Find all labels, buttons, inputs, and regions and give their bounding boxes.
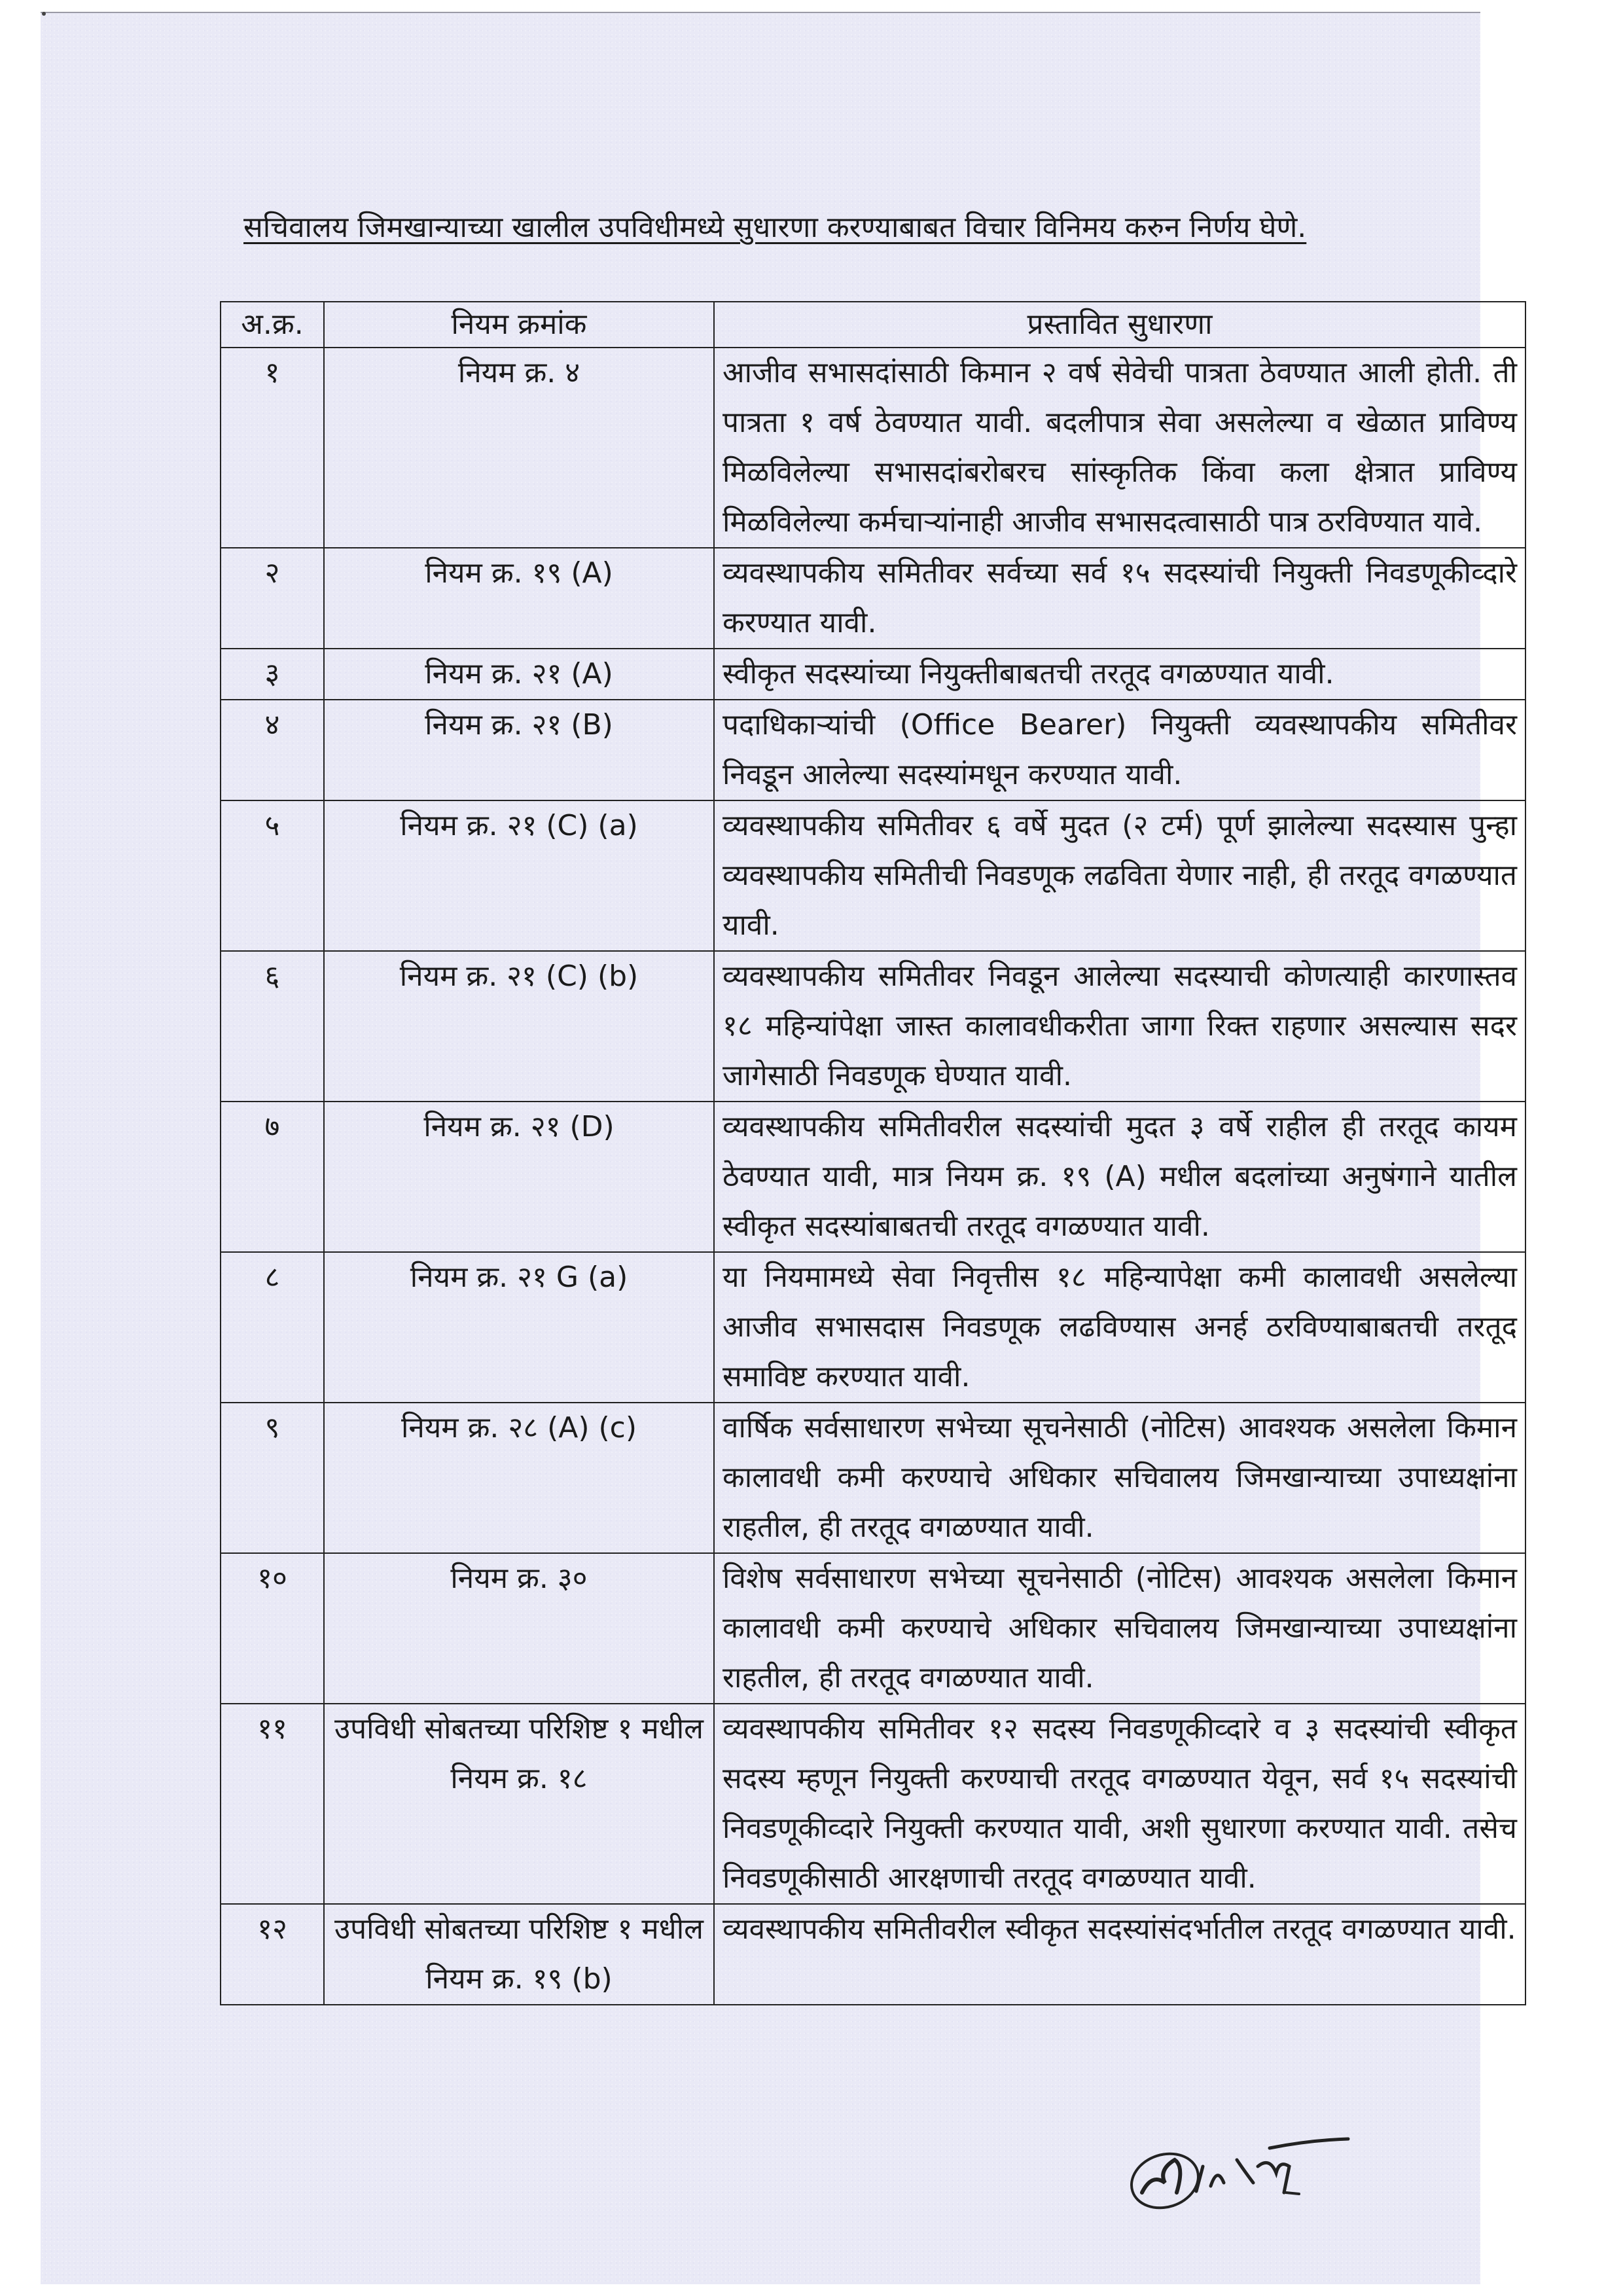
cell-serial: १२ (221, 1904, 324, 2005)
cell-serial: २ (221, 548, 324, 649)
cell-serial: ८ (221, 1252, 324, 1403)
table-header-row (221, 302, 1525, 348)
cell-rule: नियम क्र. ३० (324, 1553, 714, 1704)
table-row (221, 1403, 1525, 1553)
cell-rule: उपविधी सोबतच्या परिशिष्ट १ मधील नियम क्र. १९ (b) (324, 1904, 714, 2005)
cell-amendment: व्यवस्थापकीय समितीवरील सदस्यांची मुदत ३ वर्षे राहील ही तरतूद कायम ठेवण्यात यावी, मात्र नियम क्र. १९ (A) मधील बदलांच्या अनुषंगाने यातील स्वीकृत सदस्यांबाबतची तरतूद वगळण्यात यावी. (714, 1102, 1525, 1252)
cell-rule: नियम क्र. २१ G (a) (324, 1252, 714, 1403)
table-row (221, 1904, 1525, 2005)
table-row (221, 800, 1525, 951)
cell-serial: १० (221, 1553, 324, 1704)
header-proposed-amendment: प्रस्तावित सुधारणा (714, 302, 1525, 348)
cell-amendment: वार्षिक सर्वसाधारण सभेच्या सूचनेसाठी (नोटिस) आवश्यक असलेला किमान कालावधी कमी करण्याचे अधिकार सचिवालय जिमखान्याच्या उपाध्यक्षांना राहतील, ही तरतूद वगळण्यात यावी. (714, 1403, 1525, 1553)
cell-rule: नियम क्र. २१ (D) (324, 1102, 714, 1252)
cell-amendment: विशेष सर्वसाधारण सभेच्या सूचनेसाठी (नोटिस) आवश्यक असलेला किमान कालावधी कमी करण्याचे अधिकार सचिवालय जिमखान्याच्या उपाध्यक्षांना राहतील, ही तरतूद वगळण्यात यावी. (714, 1553, 1525, 1704)
table-row (221, 1102, 1525, 1252)
table-row (221, 1252, 1525, 1403)
cell-serial: ३ (221, 649, 324, 700)
table-row (221, 348, 1525, 548)
cell-amendment: व्यवस्थापकीय समितीवर १२ सदस्य निवडणूकीव्दारे व ३ सदस्यांची स्वीकृत सदस्य म्हणून नियुक्ती करण्याची तरतूद वगळण्यात येवून, सर्व १५ सदस्यांची निवडणूकीव्दारे नियुक्ती करण्यात यावी, अशी सुधारणा करण्यात यावी. तसेच निवडणूकीसाठी आरक्षणाची तरतूद वगळण्यात यावी. (714, 1704, 1525, 1904)
cell-rule: नियम क्र. २१ (C) (b) (324, 951, 714, 1102)
cell-serial: ९ (221, 1403, 324, 1553)
header-rule-number: नियम क्रमांक (324, 302, 714, 348)
table-row (221, 1704, 1525, 1904)
table-row (221, 548, 1525, 649)
cell-rule: नियम क्र. १९ (A) (324, 548, 714, 649)
cell-amendment: व्यवस्थापकीय समितीवर ६ वर्षे मुदत (२ टर्म) पूर्ण झालेल्या सदस्यास पुन्हा व्यवस्थापकीय समितीची निवडणूक लढविता येणार नाही, ही तरतूद वगळण्यात यावी. (714, 800, 1525, 951)
cell-amendment: व्यवस्थापकीय समितीवर निवडून आलेल्या सदस्याची कोणत्याही कारणास्तव १८ महिन्यांपेक्षा जास्त कालावधीकरीता जागा रिक्त राहणार असल्यास सदर जागेसाठी निवडणूक घेण्यात यावी. (714, 951, 1525, 1102)
cell-rule: नियम क्र. २१ (B) (324, 700, 714, 800)
cell-rule: नियम क्र. २१ (C) (a) (324, 800, 714, 951)
table-row (221, 700, 1525, 800)
signature-icon (1113, 2121, 1387, 2212)
cell-serial: ४ (221, 700, 324, 800)
cell-amendment: आजीव सभासदांसाठी किमान २ वर्ष सेवेची पात्रता ठेवण्यात आली होती. ती पात्रता १ वर्ष ठेवण्यात यावी. बदलीपात्र सेवा असलेल्या व खेळात प्राविण्य मिळविलेल्या सभासदांबरोबरच सांस्कृतिक किंवा कला क्षेत्रात प्राविण्य मिळविलेल्या कर्मचाऱ्यांनाही आजीव सभासदत्वासाठी पात्र ठरविण्यात यावे. (714, 348, 1525, 548)
header-serial: अ.क्र. (221, 302, 324, 348)
cell-amendment: पदाधिकाऱ्यांची (Office Bearer) नियुक्ती व्यवस्थापकीय समितीवर निवडून आलेल्या सदस्यांमधून करण्यात यावी. (714, 700, 1525, 800)
cell-rule: नियम क्र. ४ (324, 348, 714, 548)
cell-amendment: या नियमामध्ये सेवा निवृत्तीस १८ महिन्यापेक्षा कमी कालावधी असलेल्या आजीव सभासदास निवडणूक लढविण्यास अनर्ह ठरविण्याबाबतची तरतूद समाविष्ट करण्यात यावी. (714, 1252, 1525, 1403)
table-row (221, 951, 1525, 1102)
cell-rule: नियम क्र. २१ (A) (324, 649, 714, 700)
table-row (221, 1553, 1525, 1704)
cell-amendment: व्यवस्थापकीय समितीवर सर्वच्या सर्व १५ सदस्यांची नियुक्ती निवडणूकीव्दारे करण्यात यावी. (714, 548, 1525, 649)
cell-rule: उपविधी सोबतच्या परिशिष्ट १ मधील नियम क्र. १८ (324, 1704, 714, 1904)
table-row (221, 649, 1525, 700)
amendments-table (220, 301, 1526, 2005)
cell-serial: ७ (221, 1102, 324, 1252)
cell-serial: ५ (221, 800, 324, 951)
cell-rule: नियम क्र. २८ (A) (c) (324, 1403, 714, 1553)
cell-amendment: स्वीकृत सदस्यांच्या नियुक्तीबाबतची तरतूद वगळण्यात यावी. (714, 649, 1525, 700)
document-title: सचिवालय जिमखान्याच्या खालील उपविधीमध्ये सुधारणा करण्याबाबत विचार विनिमय करुन निर्णय घेणे. (243, 211, 1307, 244)
cell-serial: ६ (221, 951, 324, 1102)
cell-amendment: व्यवस्थापकीय समितीवरील स्वीकृत सदस्यांसंदर्भातील तरतूद वगळण्यात यावी. (714, 1904, 1525, 2005)
cell-serial: ११ (221, 1704, 324, 1904)
scan-speck (42, 12, 46, 16)
cell-serial: १ (221, 348, 324, 548)
